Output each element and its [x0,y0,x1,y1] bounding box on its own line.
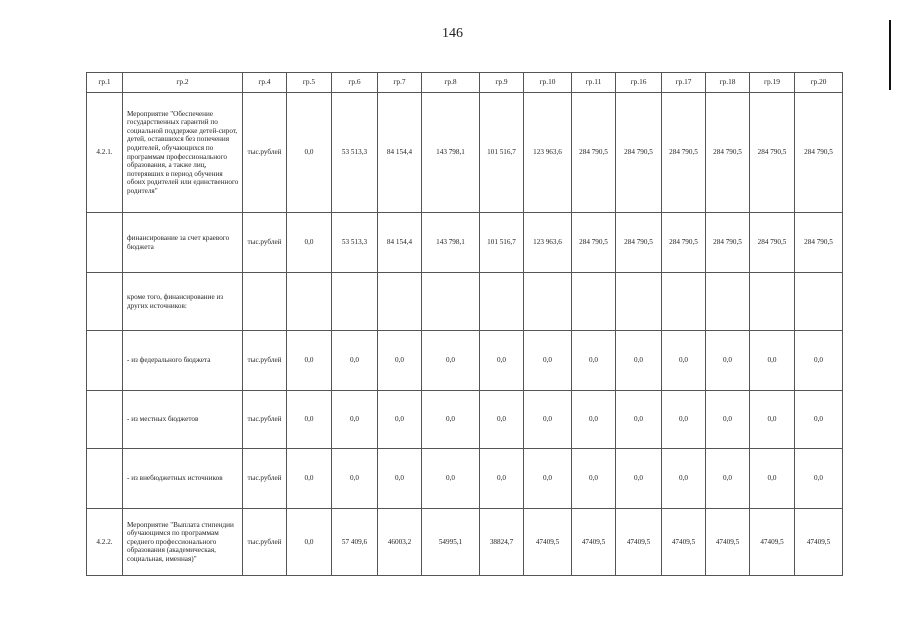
value-cell: 0,0 [662,391,706,449]
value-cell [662,273,706,331]
column-header: гр.10 [524,73,572,93]
value-cell: 123 963,6 [524,93,572,213]
table-row [87,509,843,576]
value-cell: 54995,1 [422,509,480,576]
column-header: гр.5 [287,73,332,93]
row-unit: тыс.рублей [243,509,287,576]
value-cell: 0,0 [616,449,662,509]
value-cell [572,273,616,331]
value-cell: 53 513,3 [332,213,378,273]
row-name: кроме того, финансирование из других источников: [123,273,243,331]
value-cell: 284 790,5 [662,213,706,273]
value-cell: 284 790,5 [616,213,662,273]
column-header: гр.2 [123,73,243,93]
value-cell: 0,0 [662,331,706,391]
value-cell: 284 790,5 [572,93,616,213]
row-id: 4.2.1. [87,93,123,213]
value-cell: 0,0 [422,331,480,391]
value-cell: 0,0 [332,331,378,391]
value-cell [795,273,843,331]
value-cell: 0,0 [378,449,422,509]
value-cell: 101 516,7 [480,93,524,213]
value-cell [706,273,750,331]
value-cell: 84 154,4 [378,93,422,213]
row-id [87,391,123,449]
value-cell: 46003,2 [378,509,422,576]
value-cell: 0,0 [795,391,843,449]
value-cell: 0,0 [572,449,616,509]
value-cell: 47409,5 [706,509,750,576]
row-name: финансирование за счет краевого бюджета [123,213,243,273]
column-header: гр.20 [795,73,843,93]
row-id [87,331,123,391]
value-cell: 57 409,6 [332,509,378,576]
row-name: Мероприятие "Обеспечение государственных гарантий по социальной поддержке детей-сирот, детей, оставшихся без попечения родителей, обучающихся по программам профессионального образования, а также лиц, потерявших в период обучения обоих родителей или единственного родителя" [123,93,243,213]
column-header: гр.11 [572,73,616,93]
value-cell: 0,0 [572,391,616,449]
value-cell: 0,0 [524,449,572,509]
value-cell: 0,0 [287,449,332,509]
row-unit: тыс.рублей [243,391,287,449]
value-cell: 0,0 [287,331,332,391]
column-header: гр.19 [750,73,795,93]
column-header: гр.6 [332,73,378,93]
row-id [87,273,123,331]
value-cell: 143 798,1 [422,93,480,213]
value-cell: 0,0 [332,449,378,509]
value-cell: 0,0 [706,331,750,391]
value-cell: 0,0 [795,449,843,509]
value-cell: 0,0 [378,331,422,391]
margin-mark [889,20,891,90]
value-cell: 0,0 [287,213,332,273]
table-header-row [87,73,843,93]
table-row [87,213,843,273]
table-row [87,449,843,509]
value-cell: 0,0 [422,391,480,449]
column-header: гр.18 [706,73,750,93]
value-cell: 0,0 [287,93,332,213]
value-cell: 0,0 [524,391,572,449]
row-unit: тыс.рублей [243,331,287,391]
row-id: 4.2.2. [87,509,123,576]
column-header: гр.17 [662,73,706,93]
value-cell: 0,0 [480,391,524,449]
value-cell: 0,0 [750,449,795,509]
table-row [87,391,843,449]
value-cell [378,273,422,331]
value-cell: 0,0 [795,331,843,391]
value-cell [287,273,332,331]
column-header: гр.7 [378,73,422,93]
value-cell: 0,0 [287,509,332,576]
value-cell: 143 798,1 [422,213,480,273]
column-header: гр.1 [87,73,123,93]
value-cell: 0,0 [706,449,750,509]
row-unit: тыс.рублей [243,213,287,273]
row-name: - из федерального бюджета [123,331,243,391]
row-unit: тыс.рублей [243,449,287,509]
value-cell [332,273,378,331]
value-cell: 284 790,5 [572,213,616,273]
value-cell: 0,0 [616,391,662,449]
value-cell: 101 516,7 [480,213,524,273]
value-cell: 0,0 [662,449,706,509]
value-cell: 0,0 [480,331,524,391]
value-cell: 0,0 [524,331,572,391]
value-cell: 47409,5 [795,509,843,576]
row-name: - из внебюджетных источников [123,449,243,509]
row-id [87,213,123,273]
value-cell: 0,0 [287,391,332,449]
column-header: гр.4 [243,73,287,93]
value-cell: 47409,5 [572,509,616,576]
row-name: - из местных бюджетов [123,391,243,449]
value-cell: 284 790,5 [706,213,750,273]
table-row [87,273,843,331]
page-number: 146 [442,26,463,41]
table-row [87,93,843,213]
value-cell: 47409,5 [616,509,662,576]
value-cell: 0,0 [750,331,795,391]
row-unit: тыс.рублей [243,93,287,213]
column-header: гр.9 [480,73,524,93]
value-cell: 284 790,5 [795,213,843,273]
value-cell [480,273,524,331]
value-cell: 0,0 [332,391,378,449]
value-cell: 0,0 [706,391,750,449]
column-header: гр.16 [616,73,662,93]
value-cell: 284 790,5 [706,93,750,213]
value-cell: 47409,5 [524,509,572,576]
value-cell: 84 154,4 [378,213,422,273]
value-cell: 47409,5 [662,509,706,576]
value-cell [422,273,480,331]
table-row [87,331,843,391]
value-cell [616,273,662,331]
value-cell: 0,0 [750,391,795,449]
value-cell: 284 790,5 [662,93,706,213]
value-cell: 47409,5 [750,509,795,576]
value-cell: 284 790,5 [750,93,795,213]
row-id [87,449,123,509]
value-cell [524,273,572,331]
column-header: гр.8 [422,73,480,93]
value-cell: 284 790,5 [795,93,843,213]
value-cell: 123 963,6 [524,213,572,273]
budget-table [86,72,843,576]
value-cell: 0,0 [616,331,662,391]
row-unit [243,273,287,331]
value-cell [750,273,795,331]
value-cell: 0,0 [378,391,422,449]
value-cell: 0,0 [480,449,524,509]
value-cell: 0,0 [572,331,616,391]
value-cell: 0,0 [422,449,480,509]
value-cell: 38824,7 [480,509,524,576]
row-name: Мероприятие "Выплата стипендии обучающимся по программам среднего профессионального образования (академическая, социальная, именная)" [123,509,243,576]
value-cell: 284 790,5 [750,213,795,273]
value-cell: 284 790,5 [616,93,662,213]
value-cell: 53 513,3 [332,93,378,213]
